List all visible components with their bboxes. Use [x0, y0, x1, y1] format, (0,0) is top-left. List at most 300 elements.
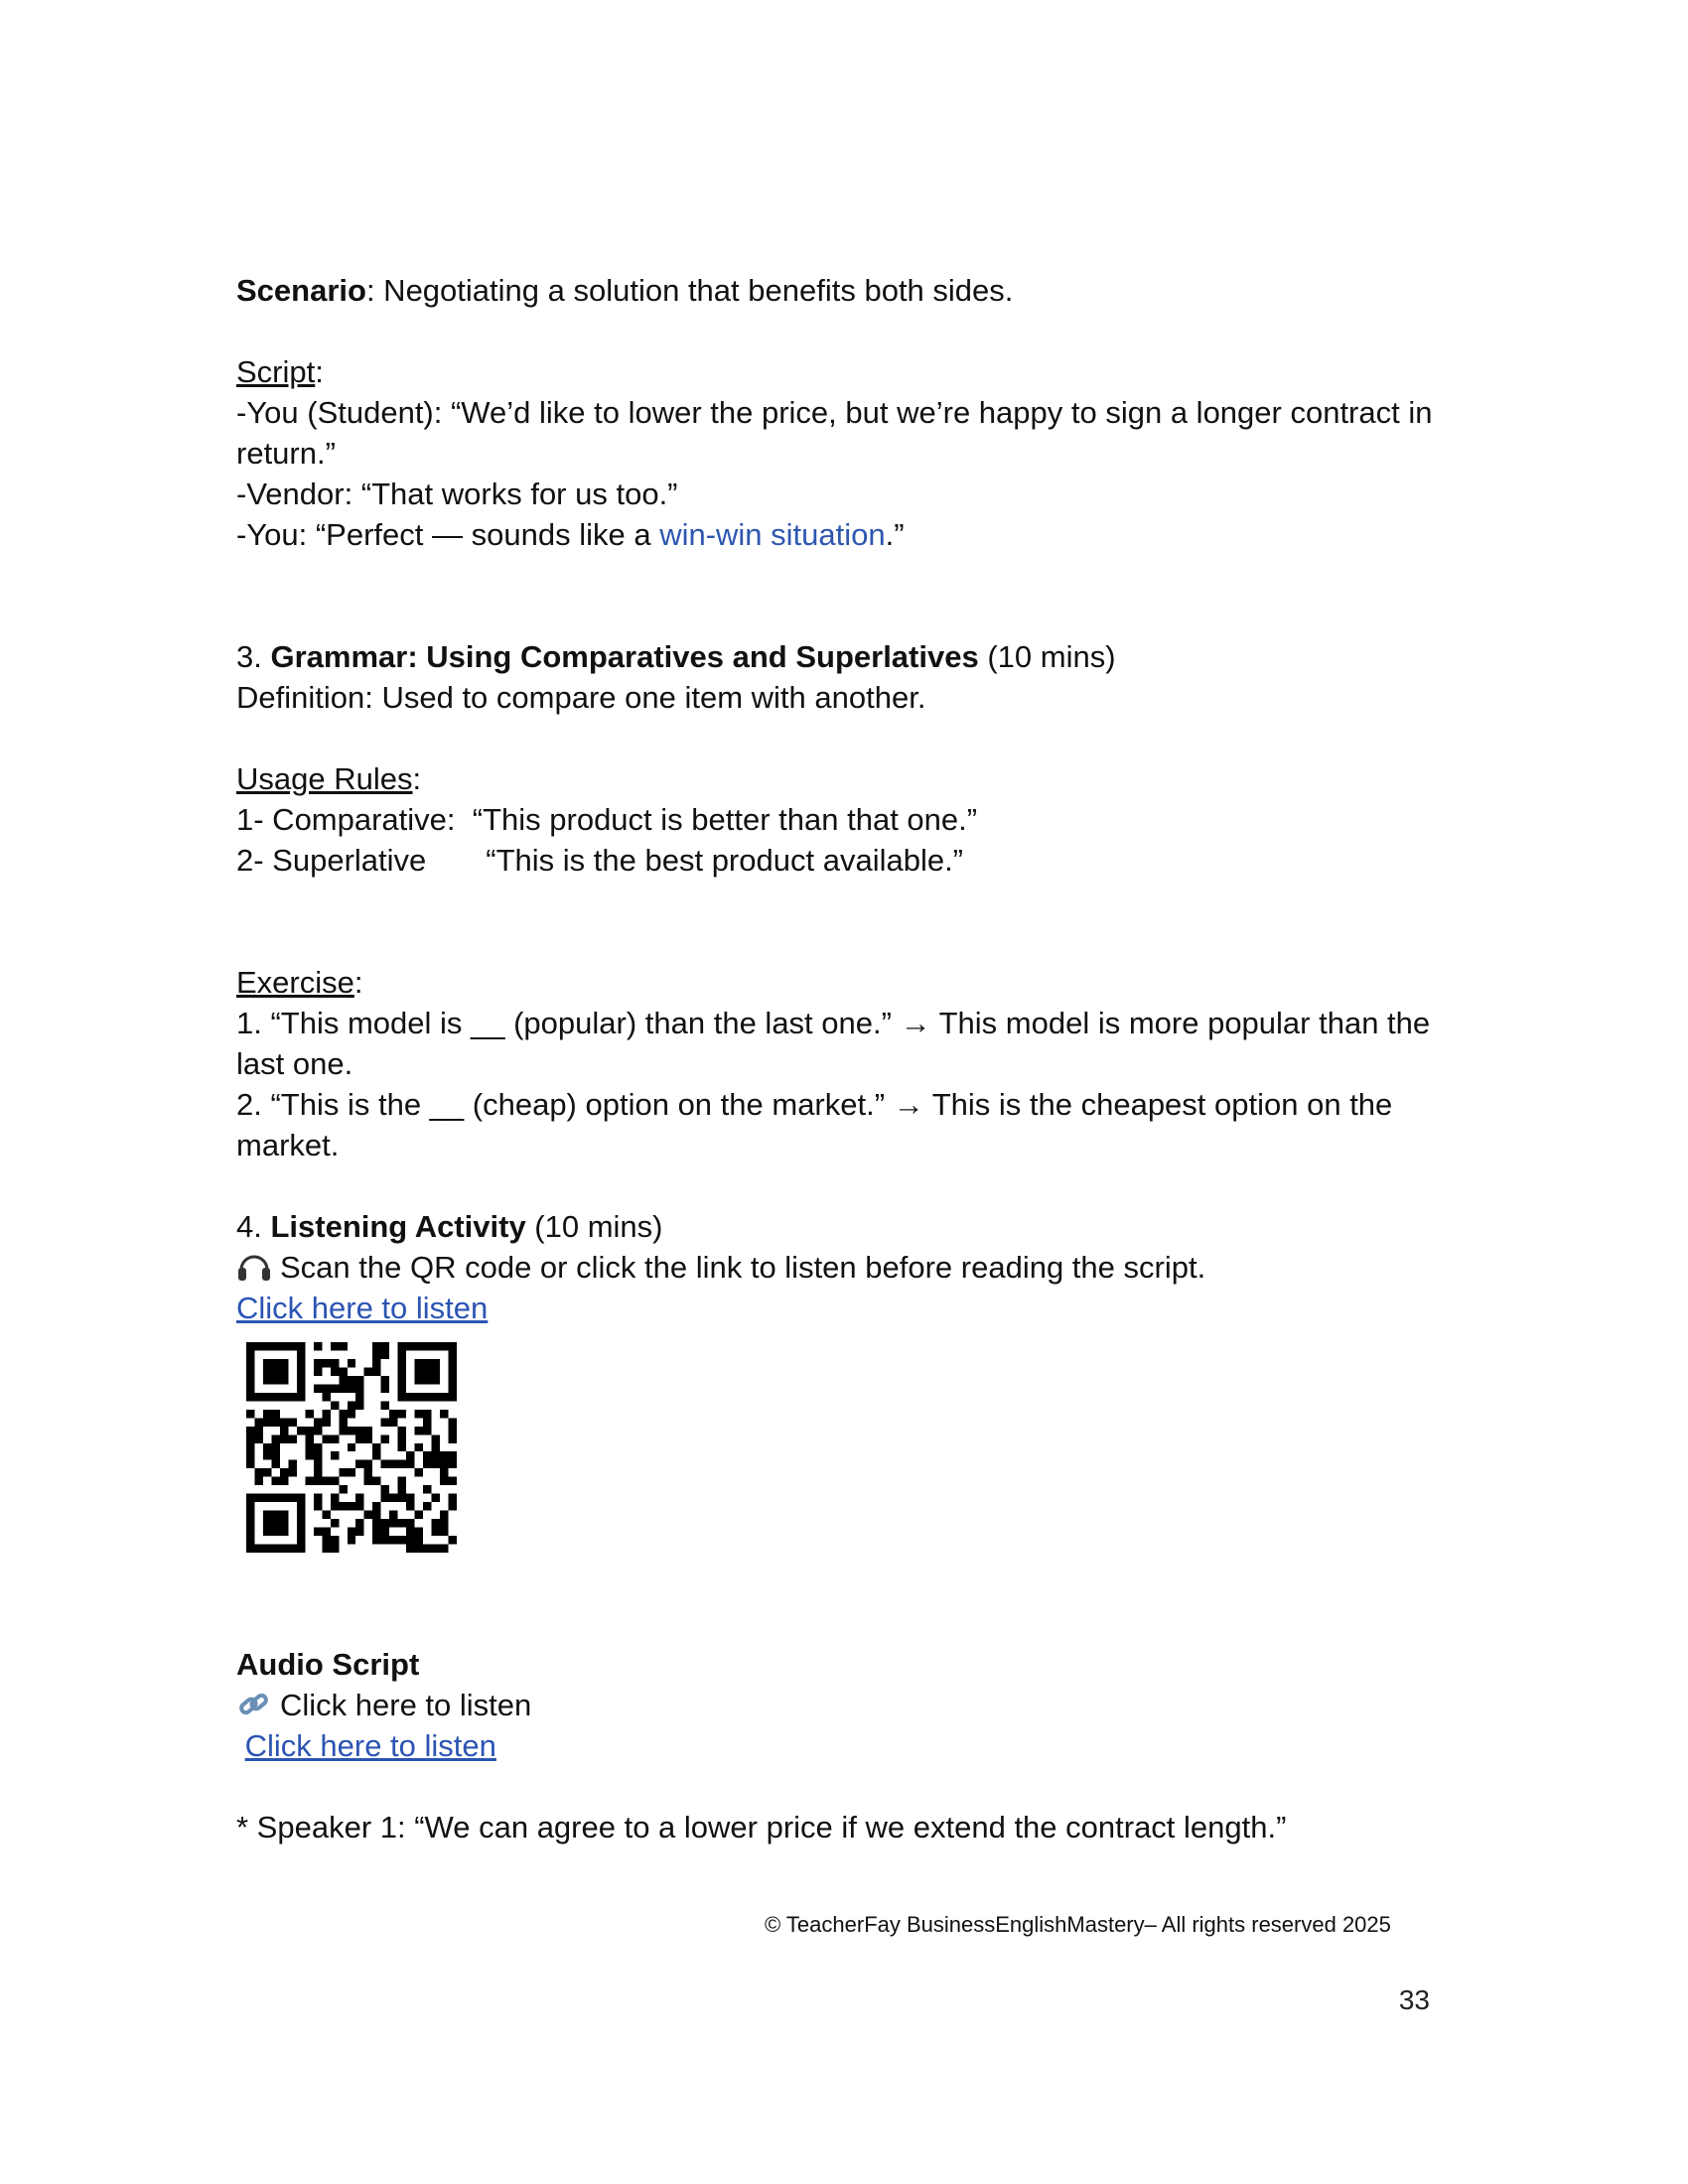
- qr-module: [398, 1460, 406, 1468]
- qr-module: [364, 1367, 372, 1375]
- qr-module: [280, 1359, 288, 1367]
- qr-module: [263, 1545, 271, 1553]
- qr-module: [322, 1393, 330, 1401]
- qr-module: [381, 1384, 389, 1392]
- qr-module: [389, 1511, 397, 1519]
- qr-module: [297, 1342, 305, 1350]
- qr-module: [415, 1468, 423, 1476]
- qr-module: [314, 1451, 322, 1459]
- qr-module: [449, 1384, 457, 1392]
- qr-module: [280, 1545, 288, 1553]
- qr-module: [263, 1418, 271, 1426]
- audio-script-link[interactable]: Click here to listen: [244, 1728, 496, 1763]
- qr-module: [355, 1434, 363, 1442]
- listening-instruction: Scan the QR code or click the link to listen before reading the script.: [280, 1250, 1206, 1285]
- qr-module: [271, 1410, 279, 1418]
- qr-module: [297, 1427, 305, 1434]
- qr-module: [415, 1443, 423, 1451]
- qr-module: [280, 1468, 288, 1476]
- qr-module: [381, 1376, 389, 1384]
- qr-module: [440, 1468, 448, 1476]
- qr-module: [423, 1393, 431, 1401]
- qr-module: [314, 1384, 322, 1392]
- qr-module: [288, 1545, 296, 1553]
- qr-module: [372, 1350, 380, 1358]
- qr-module: [440, 1460, 448, 1468]
- qr-module: [297, 1545, 305, 1553]
- qr-module: [372, 1359, 380, 1367]
- qr-module: [449, 1494, 457, 1502]
- qr-module: [297, 1536, 305, 1544]
- qr-module: [246, 1427, 254, 1434]
- qr-module: [246, 1359, 254, 1367]
- qr-module: [415, 1393, 423, 1401]
- listening-duration: (10 mins): [525, 1209, 663, 1244]
- qr-module: [398, 1519, 406, 1527]
- page-number: 33: [1398, 1984, 1430, 2015]
- qr-module: [339, 1468, 347, 1476]
- qr-module: [398, 1367, 406, 1375]
- qr-module: [263, 1393, 271, 1401]
- script-line-2: -Vendor: “That works for us too.”: [236, 477, 678, 511]
- qr-module: [314, 1443, 322, 1451]
- qr-module: [254, 1494, 262, 1502]
- qr-module: [288, 1468, 296, 1476]
- qr-module: [314, 1418, 322, 1426]
- qr-module: [432, 1519, 440, 1527]
- qr-module: [339, 1410, 347, 1418]
- qr-module: [263, 1367, 271, 1375]
- qr-module: [288, 1494, 296, 1502]
- qr-module: [254, 1434, 262, 1442]
- grammar-definition: Definition: Used to compare one item with another.: [236, 680, 926, 715]
- qr-module: [389, 1460, 397, 1468]
- qr-module: [355, 1528, 363, 1536]
- qr-module: [440, 1342, 448, 1350]
- usage-rules-colon: :: [412, 761, 422, 796]
- qr-module: [297, 1367, 305, 1375]
- headphones-icon: [236, 1250, 272, 1284]
- qr-module: [246, 1451, 254, 1459]
- qr-module: [314, 1494, 322, 1502]
- qr-module: [449, 1376, 457, 1384]
- qr-module: [432, 1494, 440, 1502]
- qr-module: [280, 1418, 288, 1426]
- qr-module: [415, 1342, 423, 1350]
- qr-module: [440, 1545, 448, 1553]
- qr-module: [348, 1443, 355, 1451]
- qr-module: [415, 1427, 423, 1434]
- qr-module: [314, 1477, 322, 1485]
- usage-rules-heading: [236, 758, 1468, 799]
- listening-link[interactable]: Click here to listen: [236, 1291, 489, 1325]
- qr-module: [389, 1494, 397, 1502]
- qr-module: [305, 1410, 313, 1418]
- rule-superlative: [236, 840, 1468, 881]
- qr-module: [381, 1460, 389, 1468]
- qr-module: [381, 1528, 389, 1536]
- qr-module: [314, 1427, 322, 1434]
- qr-module: [440, 1393, 448, 1401]
- qr-module: [305, 1434, 313, 1442]
- qr-module: [331, 1494, 339, 1502]
- qr-module: [432, 1528, 440, 1536]
- qr-module: [331, 1519, 339, 1527]
- qr-module: [339, 1502, 347, 1510]
- qr-module: [415, 1511, 423, 1519]
- qr-module: [372, 1528, 380, 1536]
- qr-module: [364, 1511, 372, 1519]
- qr-module: [449, 1427, 457, 1434]
- qr-module: [432, 1367, 440, 1375]
- script-line-3-pre: -You: “Perfect — sounds like a: [236, 517, 660, 552]
- speaker-1-line: * Speaker 1: “We can agree to a lower price if we extend the contract length.”: [236, 1810, 1287, 1844]
- qr-module: [280, 1342, 288, 1350]
- qr-module: [263, 1494, 271, 1502]
- qr-module: [449, 1451, 457, 1459]
- page-content: [236, 270, 1468, 1847]
- qr-module: [331, 1477, 339, 1485]
- qr-module: [372, 1519, 380, 1527]
- qr-module: [406, 1393, 414, 1401]
- qr-module: [440, 1528, 448, 1536]
- grammar-duration: (10 mins): [978, 639, 1116, 674]
- qr-module: [364, 1477, 372, 1485]
- qr-module: [355, 1376, 363, 1384]
- qr-module: [415, 1536, 423, 1544]
- qr-module: [280, 1427, 288, 1434]
- qr-module: [449, 1502, 457, 1510]
- qr-module: [372, 1451, 380, 1459]
- qr-module: [271, 1434, 279, 1442]
- qr-module: [423, 1410, 431, 1418]
- qr-module: [322, 1418, 330, 1426]
- qr-module: [339, 1384, 347, 1392]
- qr-module: [263, 1376, 271, 1384]
- qr-module: [381, 1342, 389, 1350]
- qr-module: [339, 1427, 347, 1434]
- qr-module: [423, 1359, 431, 1367]
- qr-module: [263, 1410, 271, 1418]
- qr-module: [355, 1519, 363, 1527]
- qr-module: [389, 1536, 397, 1544]
- qr-module: [271, 1477, 279, 1485]
- qr-module: [415, 1528, 423, 1536]
- qr-module: [423, 1342, 431, 1350]
- qr-module: [339, 1342, 347, 1350]
- scenario-text: : Negotiating a solution that benefits both sides.: [365, 273, 1014, 308]
- rule-superlative-example: “This is the best product available.”: [486, 843, 964, 878]
- qr-module: [398, 1359, 406, 1367]
- qr-module: [297, 1350, 305, 1358]
- qr-module: [271, 1376, 279, 1384]
- qr-module: [348, 1427, 355, 1434]
- qr-module: [406, 1342, 414, 1350]
- qr-module: [271, 1528, 279, 1536]
- qr-module: [297, 1519, 305, 1527]
- qr-module: [263, 1511, 271, 1519]
- qr-module: [280, 1367, 288, 1375]
- qr-module: [449, 1350, 457, 1358]
- qr-module: [263, 1359, 271, 1367]
- qr-module: [331, 1545, 339, 1553]
- qr-module: [355, 1427, 363, 1434]
- qr-module: [280, 1511, 288, 1519]
- qr-module: [305, 1443, 313, 1451]
- qr-module: [331, 1502, 339, 1510]
- qr-module: [263, 1519, 271, 1527]
- qr-module: [449, 1477, 457, 1485]
- qr-module: [432, 1393, 440, 1401]
- qr-module: [398, 1376, 406, 1384]
- qr-module: [432, 1376, 440, 1384]
- qr-module: [423, 1502, 431, 1510]
- qr-module: [415, 1376, 423, 1384]
- footer-copyright: © TeacherFay BusinessEnglishMastery– All rights reserved 2025: [765, 1912, 1391, 1937]
- qr-module: [348, 1359, 355, 1367]
- qr-module: [398, 1410, 406, 1418]
- qr-module: [322, 1410, 330, 1418]
- qr-module: [415, 1367, 423, 1375]
- qr-module: [423, 1427, 431, 1434]
- qr-module: [348, 1502, 355, 1510]
- qr-module: [339, 1485, 347, 1493]
- qr-module: [423, 1367, 431, 1375]
- qr-module: [271, 1443, 279, 1451]
- qr-module: [271, 1494, 279, 1502]
- qr-module: [372, 1536, 380, 1544]
- qr-module: [372, 1342, 380, 1350]
- listening-number: 4.: [236, 1209, 271, 1244]
- qr-module: [254, 1427, 262, 1434]
- qr-module: [271, 1418, 279, 1426]
- qr-module: [398, 1536, 406, 1544]
- qr-module: [254, 1418, 262, 1426]
- qr-module: [423, 1545, 431, 1553]
- scenario-line: [236, 270, 1468, 311]
- qr-module: [339, 1418, 347, 1426]
- qr-module: [355, 1401, 363, 1409]
- qr-module: [423, 1418, 431, 1426]
- qr-module: [398, 1434, 406, 1442]
- qr-module: [355, 1494, 363, 1502]
- qr-module: [432, 1451, 440, 1459]
- qr-module: [305, 1427, 313, 1434]
- listening-heading: [236, 1206, 1468, 1247]
- qr-module: [314, 1502, 322, 1510]
- qr-module: [348, 1410, 355, 1418]
- qr-module: [314, 1359, 322, 1367]
- qr-module: [331, 1451, 339, 1459]
- qr-module: [398, 1350, 406, 1358]
- qr-module: [372, 1502, 380, 1510]
- qr-module: [263, 1468, 271, 1476]
- qr-module: [331, 1384, 339, 1392]
- qr-module: [263, 1443, 271, 1451]
- qr-module: [322, 1536, 330, 1544]
- qr-module: [423, 1485, 431, 1493]
- qr-module: [348, 1528, 355, 1536]
- qr-module: [449, 1393, 457, 1401]
- qr-module: [246, 1393, 254, 1401]
- qr-module: [254, 1468, 262, 1476]
- audio-script-heading: [236, 1644, 1468, 1685]
- qr-module: [271, 1519, 279, 1527]
- qr-module: [432, 1359, 440, 1367]
- qr-module: [432, 1443, 440, 1451]
- qr-module: [322, 1545, 330, 1553]
- exercise-colon: :: [353, 965, 363, 1000]
- exercise-item-2: 2. “This is the __ (cheap) option on the market.” → This is the cheapest option on the market.: [236, 1087, 1393, 1162]
- qr-module: [406, 1545, 414, 1553]
- qr-module: [449, 1367, 457, 1375]
- qr-module: [339, 1376, 347, 1384]
- qr-module: [381, 1494, 389, 1502]
- qr-module: [331, 1401, 339, 1409]
- grammar-title: Grammar: Using Comparatives and Superlatives: [270, 639, 979, 674]
- script-heading: [236, 351, 1468, 392]
- qr-module: [406, 1502, 414, 1510]
- qr-module: [331, 1367, 339, 1375]
- script-line-1: -You (Student): “We’d like to lower the price, but we’re happy to sign a longer contract in return.”: [236, 395, 1433, 471]
- qr-module: [271, 1451, 279, 1459]
- link-icon: [236, 1688, 272, 1721]
- qr-module: [280, 1494, 288, 1502]
- qr-module: [432, 1460, 440, 1468]
- qr-module: [322, 1359, 330, 1367]
- qr-module: [423, 1376, 431, 1384]
- rule-comparative-label: 1- Comparative:: [236, 802, 456, 837]
- qr-module: [449, 1359, 457, 1367]
- qr-module: [288, 1342, 296, 1350]
- qr-module: [271, 1367, 279, 1375]
- qr-module: [271, 1545, 279, 1553]
- qr-module: [398, 1342, 406, 1350]
- win-win-highlight: win-win situation: [659, 517, 886, 552]
- qr-module: [254, 1342, 262, 1350]
- qr-module: [364, 1427, 372, 1434]
- qr-module: [314, 1468, 322, 1476]
- exercise-item-1: 1. “This model is __ (popular) than the last one.” → This model is more popular than the last one.: [236, 1006, 1431, 1081]
- qr-module: [288, 1418, 296, 1426]
- audio-script-icon-line: [236, 1685, 1468, 1725]
- qr-module: [398, 1384, 406, 1392]
- qr-module: [254, 1393, 262, 1401]
- qr-module: [355, 1393, 363, 1401]
- qr-module: [331, 1359, 339, 1367]
- qr-code[interactable]: [246, 1342, 457, 1553]
- qr-module: [246, 1376, 254, 1384]
- qr-module: [314, 1460, 322, 1468]
- listening-instruction-line: [236, 1247, 1468, 1288]
- qr-module: [389, 1410, 397, 1418]
- rule-superlative-label: 2- Superlative: [236, 843, 427, 878]
- qr-module: [246, 1367, 254, 1375]
- qr-module: [406, 1451, 414, 1459]
- qr-module: [246, 1460, 254, 1468]
- qr-module: [364, 1468, 372, 1476]
- script-colon: :: [315, 354, 324, 389]
- qr-module: [271, 1393, 279, 1401]
- qr-module: [297, 1494, 305, 1502]
- qr-module: [246, 1511, 254, 1519]
- qr-module: [406, 1460, 414, 1468]
- qr-module: [372, 1443, 380, 1451]
- qr-module: [372, 1511, 380, 1519]
- qr-module: [271, 1342, 279, 1350]
- qr-module: [305, 1477, 313, 1485]
- qr-module: [314, 1342, 322, 1350]
- qr-module: [331, 1342, 339, 1350]
- qr-module: [280, 1477, 288, 1485]
- qr-module: [314, 1528, 322, 1536]
- qr-module: [271, 1460, 279, 1468]
- qr-module: [415, 1359, 423, 1367]
- qr-module: [263, 1342, 271, 1350]
- qr-module: [381, 1350, 389, 1358]
- qr-module: [246, 1410, 254, 1418]
- scenario-label: Scenario: [236, 273, 366, 308]
- qr-module: [372, 1367, 380, 1375]
- qr-module: [389, 1519, 397, 1527]
- qr-module: [246, 1342, 254, 1350]
- qr-module: [389, 1418, 397, 1426]
- qr-module: [246, 1350, 254, 1358]
- qr-module: [440, 1511, 448, 1519]
- qr-module: [288, 1393, 296, 1401]
- qr-module: [355, 1460, 363, 1468]
- qr-module: [449, 1536, 457, 1544]
- qr-module: [440, 1451, 448, 1459]
- qr-module: [364, 1460, 372, 1468]
- qr-module: [246, 1434, 254, 1442]
- qr-module: [423, 1460, 431, 1468]
- grammar-number: 3.: [236, 639, 271, 674]
- qr-module: [246, 1536, 254, 1544]
- qr-module: [288, 1460, 296, 1468]
- rule-comparative: [236, 799, 1468, 840]
- qr-module: [246, 1519, 254, 1527]
- qr-module: [415, 1545, 423, 1553]
- qr-module: [254, 1545, 262, 1553]
- qr-module: [348, 1401, 355, 1409]
- qr-module: [432, 1545, 440, 1553]
- qr-module: [263, 1528, 271, 1536]
- qr-module: [423, 1451, 431, 1459]
- qr-module: [372, 1477, 380, 1485]
- exercise-label: Exercise: [236, 965, 354, 1000]
- qr-module: [398, 1494, 406, 1502]
- qr-module: [280, 1519, 288, 1527]
- usage-rules-label: Usage Rules: [236, 761, 413, 796]
- qr-module: [381, 1485, 389, 1493]
- qr-module: [348, 1468, 355, 1476]
- qr-module: [406, 1494, 414, 1502]
- qr-module: [348, 1384, 355, 1392]
- script-line-3-post: .”: [885, 517, 905, 552]
- qr-module: [297, 1376, 305, 1384]
- qr-module: [246, 1545, 254, 1553]
- qr-module: [331, 1536, 339, 1544]
- qr-module: [246, 1443, 254, 1451]
- qr-module: [406, 1528, 414, 1536]
- qr-module: [322, 1384, 330, 1392]
- qr-module: [297, 1502, 305, 1510]
- qr-module: [432, 1434, 440, 1442]
- qr-module: [322, 1511, 330, 1519]
- qr-module: [398, 1393, 406, 1401]
- qr-module: [432, 1342, 440, 1350]
